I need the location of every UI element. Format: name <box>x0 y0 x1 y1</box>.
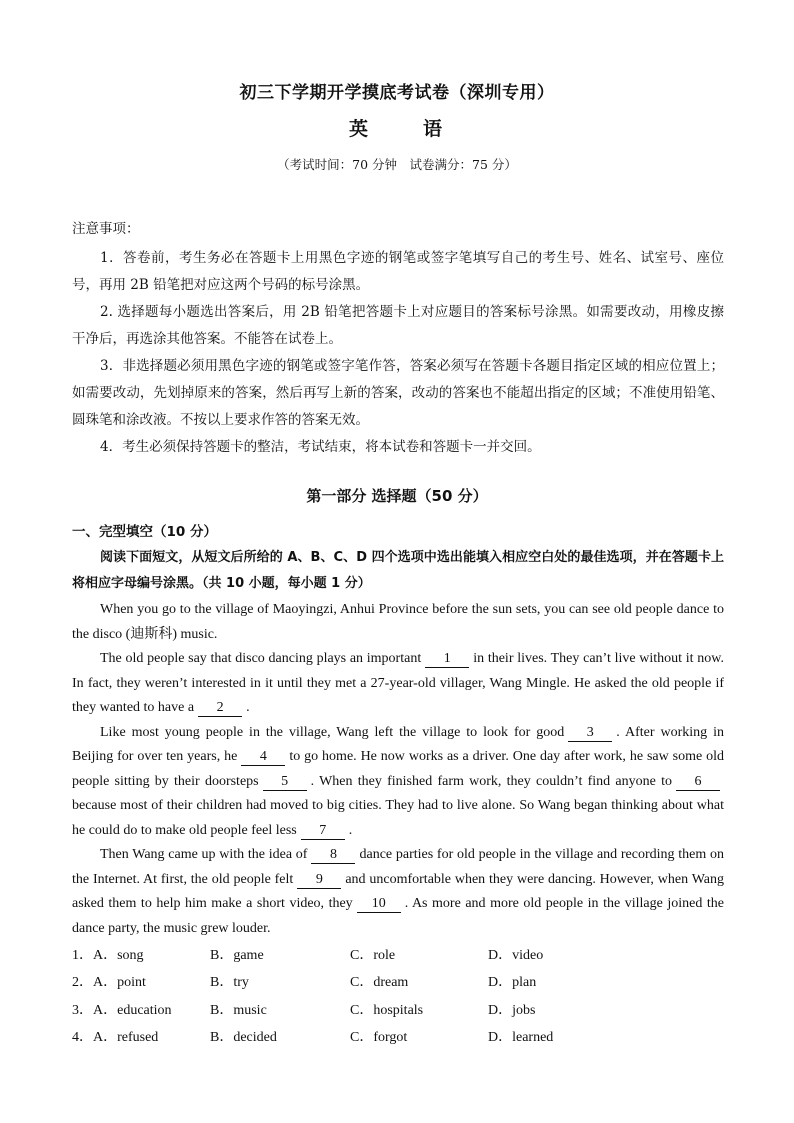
part-title: 第一部分 选择题（50 分） <box>306 487 488 505</box>
passage-paragraph-1: When you go to the village of Maoyingzi, Anhui Province before the sun sets, you can see old people dance to the disco (迪斯科) music. <box>72 602 724 642</box>
notes-heading: 注意事项： <box>72 221 140 237</box>
option-d: D．learned <box>488 1030 554 1046</box>
passage-paragraph-2 <box>72 647 724 721</box>
cloze-passage <box>72 598 724 941</box>
option-d: D．video <box>488 947 544 963</box>
option-row <box>72 968 724 996</box>
blank-7: 7 <box>301 823 345 840</box>
blank-9: 9 <box>297 872 341 889</box>
passage-text: . When they finished farm work, they couldn’t find anyone to <box>310 773 672 789</box>
subject-char-1: 英 <box>348 118 371 140</box>
option-a: 2．A．point <box>72 975 146 991</box>
option-d: D．plan <box>488 975 537 991</box>
blank-10: 10 <box>357 896 401 913</box>
option-row <box>72 995 724 1023</box>
note-item: 3．非选择题必须用黑色字迹的钢笔或签字笔作答，答案必须写在答题卡各题目指定区域的相应位置上；如需要改动，先划掉原来的答案，然后再写上新的答案，改动的答案也不能超出指定的区域；不准使用铅笔、圆珠笔和涂改液。不按以上要求作答的答案无效。 <box>72 358 724 428</box>
option-row <box>72 940 724 968</box>
option-c: C．forgot <box>350 1030 408 1046</box>
passage-text: Like most young people in the village, Wang left the village to look for good <box>100 724 565 740</box>
passage-paragraph-3 <box>72 721 724 844</box>
passage-text: . After working in Beijing for over ten years, he <box>72 724 724 764</box>
passage-text: dance parties for old people in the village and recording them on the Internet. At first, the old people felt <box>72 847 725 887</box>
note-item: 1．答卷前，考生务必在答题卡上用黑色字迹的钢笔或签字笔填写自己的考生号、姓名、试室号、座位号，再用 2B 铅笔把对应这两个号码的标号涂黑。 <box>72 250 724 293</box>
passage-text: to go home. He now works as a driver. One day after work, he saw some old people sitting by their doorsteps <box>72 749 724 789</box>
subject-char-2: 语 <box>423 118 446 140</box>
passage-text: . <box>348 822 353 838</box>
option-a: 3．A．education <box>72 1002 172 1018</box>
option-d: D．jobs <box>488 1002 536 1018</box>
option-b: B．try <box>210 975 249 991</box>
option-a: 4．A．refused <box>72 1030 159 1046</box>
answer-options <box>72 940 724 1050</box>
passage-text: and uncomfortable when they were dancing. However, when Wang asked them to help him make a short video, they <box>72 871 725 911</box>
passage-text: . As more and more old people in the village joined the dance party, the music grew louder. <box>72 896 724 936</box>
section-instructions: 阅读下面短文，从短文后所给的 A、B、C、D 四个选项中选出能填入相应空白处的最佳选项，并在答题卡上将相应字母编号涂黑。（共 10 小题，每小题 1 分） <box>72 550 724 591</box>
blank-5: 5 <box>263 774 307 791</box>
passage-text: in their lives. They can’t live without it now. In fact, they weren’t interested in it until they met a 27-year-old villager, Wang Mingle. He asked the old people if they wanted to have a <box>72 651 724 715</box>
passage-text: The old people say that disco dancing plays an important <box>100 651 422 666</box>
option-c: C．role <box>350 947 396 963</box>
note-item: 2. 选择题每小题选出答案后，用 2B 铅笔把答题卡上对应题目的答案标号涂黑。如需要改动，用橡皮擦干净后，再选涂其他答案。不能答在试卷上。 <box>72 304 724 347</box>
notes-section <box>72 216 724 461</box>
passage-text: because most of their children had moved to big cities. They had to live alone. So Wang began thinking about what he could do to make old people feel less <box>72 798 724 838</box>
blank-2: 2 <box>198 700 242 717</box>
blank-4: 4 <box>241 749 285 766</box>
option-a: 1．A．song <box>72 947 144 963</box>
passage-paragraph-4 <box>72 843 724 941</box>
option-row <box>72 1023 724 1051</box>
note-item: 4．考生必须保持答题卡的整洁，考试结束，将本试卷和答题卡一并交回。 <box>100 439 541 455</box>
exam-info: （考试时间：70 分钟 试卷满分：75 分） <box>277 157 517 172</box>
blank-1: 1 <box>425 651 469 668</box>
option-c: C．hospitals <box>350 1002 424 1018</box>
section-title: 一、完型填空（10 分） <box>72 524 217 540</box>
subject-heading <box>0 114 794 141</box>
option-b: B．game <box>210 947 264 963</box>
option-b: B．decided <box>210 1030 277 1046</box>
blank-8: 8 <box>311 847 355 864</box>
passage-text: . <box>246 700 250 715</box>
blank-3: 3 <box>568 725 612 742</box>
passage-text: Then Wang came up with the idea of <box>100 847 308 862</box>
blank-6: 6 <box>676 774 720 791</box>
option-b: B．music <box>210 1002 267 1018</box>
option-c: C．dream <box>350 975 409 991</box>
exam-title: 初三下学期开学摸底考试卷（深圳专用） <box>239 83 555 103</box>
